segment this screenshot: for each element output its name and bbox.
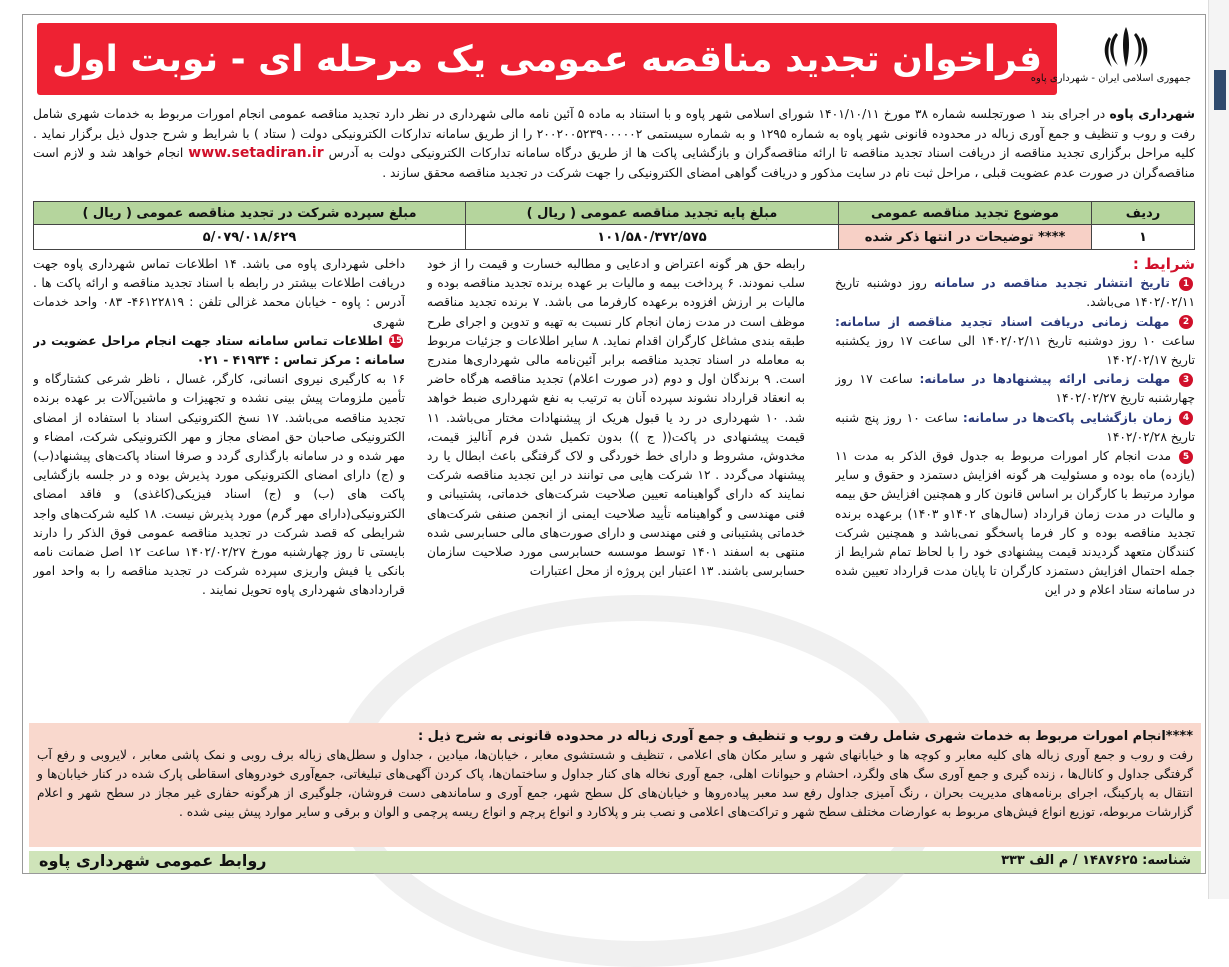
number-badge-icon: 2 (1179, 315, 1193, 329)
conditions-6-13-text: رابطه حق هر گونه اعتراض و ادعایی و مطالبه خسارت و قیمت را از خود سلب نمودند. ۶ پرداخت بیمه و مالیات بر عهده برنده تجدید مناقصه بوده و مالیات بر ارزش افزوده برعهده کارفرما می باشد. ۷ برنده تجدید مناقصه موظف است در مدت زمان انجام کار نسبت به تهیه و تدوین و اجرای طرح طبقه بندی مشاغل کارگران اقدام نماید. ۸ سایر اطلاعات و جزئیات مربوط به معامله در اسناد تجدید مناقصه برابر آئین‌نامه مالی شهرداری‌ها مندرج است. ۹ برندگان اول و دوم (در صورت اعلام) تجدید مناقصه هرگاه حاضر به انعقاد قرارداد نشوند سپرده آنان به ترتیب به نفع شهرداری ضبط خواهد شد. ۱۰ شهرداری در رد یا قبول هریک از پیشنهادات مختار می‌باشد. ۱۱ قیمت پیشنهادی در پاکت(( ج )) بدون تکمیل شدن فرم آنالیز قیمت، مخدوش، مشروط و دارای خط خوردگی و لاک گرفتگی باعث ابطال یا رد پیشنهاد می‌گردد . ۱۲ شرکت هایی می توانند در این تجدید مناقصه شرکت نمایند که دارای گواهینامه تعیین صلاحیت شرکت‌های خدماتی، پشتیبانی و فنی مهندسی و گواهینامه تأیید صلاحیت ایمنی از انجمن صنفی شرکت‌های خدماتی پشتیبانی و فنی مهندسی و دارای صورت‌های مالی حسابرسی شده منتهی به اسفند ۱۴۰۱ توسط موسسه حسابرسی مورد صلاحیت سازمان حسابرسی باشند. ۱۳ اعتبار این پروژه از محل اعتبارات (427, 257, 805, 579)
notice-header (31, 21, 1197, 101)
intro-text: در اجرای بند ۱ صورتجلسه شماره ۳۸ مورخ ۱۴۰۱/۱۰/۱۱ شورای اسلامی شهر پاوه و با استناد به ماده ۵ آئین نامه مالی شهرداری در نظر دارد تجدید مناقصه عمومی انجام امورات مربوط به خدمات شهری شامل رفت و روب و تنظیف و جمع آوری زباله در محدوده قانونی شهر پاوه به شماره ۱۲۹۵ و به شماره سیستمی ۲۰۰۲۰۰۵۲۳۹۰۰۰۰۰۲ را از طریق سامانه تدارکات الکترونیکی دولت ( ستاد ) با شرایط و شرح جدول ذیل برگزار نماید . کلیه مراحل برگزاری تجدید مناقصه از دریافت اسناد تجدید مناقصه تا ارائه مناقصه‌گران و بازگشایی پاکت ها از طریق درگاه سامانه تدارکات الکترونیکی دولت به آدرس (33, 107, 1196, 160)
conditions-column-1 (835, 255, 1195, 715)
table-row (34, 225, 1195, 250)
notice-id: شناسه: ۱۴۸۷۶۲۵ / م الف ۳۳۳ (1001, 853, 1191, 868)
condition-5 (835, 447, 1195, 601)
number-badge-icon: 5 (1179, 450, 1193, 464)
conditions-section (33, 255, 1195, 715)
conditions-title: شرایط : (1132, 255, 1195, 273)
cell-base-amount: ۱۰۱/۵۸۰/۳۷۲/۵۷۵ (466, 225, 839, 250)
cell-subject: **** توضیحات در انتها ذکر شده (839, 225, 1092, 250)
services-box (29, 723, 1201, 847)
conditions-column-2 (427, 255, 805, 715)
col-header-subject: موضوع تجدید مناقصه عمومی (839, 202, 1092, 225)
side-panel (1208, 0, 1229, 899)
services-heading: ****انجام امورات مربوط به خدمات شهری شامل رفت و روب و تنظیف و جمع آوری زباله در محدوده قانونی به شرح ذیل : (417, 729, 1193, 744)
condition-4-head: زمان بازگشایی پاکت‌ها در سامانه: (962, 410, 1173, 425)
conditions-16-18-text: ۱۶ به کارگیری نیروی انسانی، کارگر، غسال ، ناظر شرعی کشتارگاه و تأمین ملزومات پیش بینی نشده و تجهیزات و ماشین‌آلات بر عهده برنده تجدید مناقصه می‌باشد. ۱۷ نسخ الکترونیکی اسناد با استفاده از امضای الکترونیکی صاحبان حق امضای مجاز و مهر الکترونیکی شرکت، امضاء و مهر شده و در سامانه بارگذاری گردد و صرفا اسناد پاکت‌های پیشنهاد(ب) و (ج) دارای امضای الکترونیکی مورد پذیرش بوده و در جلسه بازگشایی پاکت های (ب) و (ج) اسناد فیزیکی(کاغذی) و فاقد امضای الکترونیکی(دارای مهر گرم) مورد پذیرش نیست. ۱۸ کلیه شرکت‌های واجد شرایطی که قصد شرکت در تجدید مناقصه عمومی فوق الذکر را دارند بایستی تا روز چهارشنبه مورخ ۱۴۰۲/۰۲/۲۷ ساعت ۱۲ اصل ضمانت نامه بانکی یا فیش واریزی سپرده شرکت در تجدید مناقصه را به واحد امور قراردادهای شهرداری پاوه تحویل نمایند . (33, 372, 405, 598)
number-badge-icon: 4 (1179, 411, 1193, 425)
condition-1-head: تاریخ انتشار تجدید مناقصه در سامانه (934, 276, 1170, 291)
condition-3-text: ساعت ۱۷ روز چهارشنبه تاریخ ۱۴۰۲/۰۲/۲۷ (835, 372, 1195, 406)
intro-lead: شهرداری پاوه (1109, 107, 1196, 121)
intro-tail: انجام خواهد شد و لازم است مناقصه‌گران در صورت عدم عضویت قبلی ، مراحل ثبت نام در سایت مذکور و دریافت گواهی امضای الکترونیکی را جهت شرکت در تجدید مناقصه محقق سازند . (33, 146, 1195, 180)
emblem (1030, 23, 1191, 97)
intro-paragraph (33, 105, 1195, 183)
condition-3 (835, 370, 1195, 408)
title-banner (37, 23, 1057, 95)
footer-bar (29, 851, 1201, 873)
condition-2-head: مهلت زمانی دریافت اسناد تجدید مناقصه از سامانه: (835, 314, 1170, 329)
condition-15-text: مرکز تماس : ۴۱۹۳۴ - ۰۲۱ (196, 353, 352, 368)
condition-5-text: مدت انجام کار امورات مربوط به جدول فوق الذکر به مدت ۱۱ (یازده) ماه بوده و مسئولیت هر گونه افزایش دستمزد و حقوق و سایر موارد مرتبط با کارگران بر اساس قانون کار و همچنین افزایش حق بیمه و مالیات در مدت زمان قرارداد (سال‌های ۱۴۰۲و ۱۴۰۳) برعهده برنده تجدید مناقصه بوده و کار فرما پاسخگو نمی‌باشد و همچنین شرکت کنندگان متعهد گردیدند قیمت پیشنهادی خود را با لحاظ تمام شرایط از جمله احتمال افزایش دستمزد کارگران تا پایان مدت قرارداد تعیین شده در سامانه ستاد اعلام و در این (835, 449, 1195, 598)
condition-2 (835, 313, 1195, 371)
services-text: رفت و روب و جمع آوری زباله های کلیه معابر و کوچه ها و خیابانهای شهر و سایر مکان های اعلامی ، تنظیف و شستشوی معابر ، خیابان‌ها، میادین ، جداول و سطل‌های زباله برف روبی و نمک پاشی معابر ، لایروبی و رفع آب گرفتگی جداول و کانال‌ها ، زنده گیری و جمع آوری سگ های ولگرد، احشام و حیوانات اهلی، جمع آوری نخاله های کنار جداول و ساختمان‌ها، پاک کردن آگهی‌های تبلیغاتی، جمع‌آوری خودروهای اسقاطی پارک شده در کنار خیابان‌ها و انتقال به پارکینگ، اجرای برنامه‌های مدیریت بحران ، رنگ آمیزی جداول رفع سد معبر پیاده‌روها و خیابان‌های کل سطح شهر، جمع آوری و ساماندهی دست فروشان، جلوگیری از هرگونه حفاری غیر مجاز در سطح شهر و اعلام گزارشات مربوطه، توزیع انواع فیش‌های مربوط به عوارضات مختلف سطح شهر و تراکت‌های اعلامی و نصب بنر و پلاکارد و انواع پرچم و انواع ریسه پرچمی و الوان و برقی و سایر موارد پیش بینی شده . (37, 748, 1193, 819)
condition-1 (835, 274, 1195, 312)
tender-table (33, 201, 1195, 250)
condition-4 (835, 409, 1195, 447)
condition-15 (33, 332, 405, 370)
conditions-column-3 (33, 255, 405, 715)
condition-2-text: ساعت ۱۰ روز دوشنبه تاریخ ۱۴۰۲/۰۲/۱۱ الی ساعت ۱۷ روز یکشنبه تاریخ ۱۴۰۲/۰۲/۱۷ (835, 333, 1195, 368)
cell-row-number: ۱ (1092, 225, 1195, 250)
condition-15-head: اطلاعات تماس سامانه ستاد جهت انجام مراحل عضویت در سامانه : (33, 333, 405, 368)
number-badge-icon: 1 (1179, 277, 1193, 291)
condition-1-text: روز دوشنبه تاریخ ۱۴۰۲/۰۲/۱۱ می‌باشد. (835, 276, 1195, 310)
condition-4-text: ساعت ۱۰ روز پنج شنبه تاریخ ۱۴۰۲/۰۲/۲۸ (835, 410, 1195, 444)
tender-notice (22, 14, 1206, 874)
conditions-14-text: داخلی شهرداری پاوه می باشد. ۱۴ اطلاعات تماس شهرداری پاوه جهت دریافت اطلاعات بیشتر در رابطه با اسناد تجدید مناقصه و ارائه پاکت ها . آدرس : پاوه - خیابان محمد غزالی تلفن : ۴۶۱۲۲۸۱۹- ۰۸۳ واحد خدمات شهری (33, 257, 405, 329)
notice-title: فراخوان تجدید مناقصه عمومی یک مرحله ای - نوبت اول (51, 38, 1043, 80)
number-badge-icon: 3 (1179, 373, 1193, 387)
cell-deposit-amount: ۵/۰۷۹/۰۱۸/۶۲۹ (34, 225, 466, 250)
condition-3-head: مهلت زمانی ارائه پیشنهادها در سامانه: (919, 372, 1171, 387)
col-header-deposit-amount: مبلغ سپرده شرکت در تجدید مناقصه عمومی ( ریال ) (34, 202, 466, 225)
emblem-caption: جمهوری اسلامی ایران - شهرداری پاوه (1030, 73, 1191, 84)
publisher: روابط عمومی شهرداری پاوه (39, 851, 267, 870)
setad-url-link[interactable]: www.setadiran.ir (188, 145, 324, 161)
number-badge-icon: 15 (389, 336, 403, 347)
side-panel-tab[interactable] (1214, 70, 1226, 110)
iran-emblem-icon (1100, 23, 1152, 71)
col-header-row-number: ردیف (1092, 202, 1195, 225)
table-header-row (34, 202, 1195, 225)
col-header-base-amount: مبلغ پایه تجدید مناقصه عمومی ( ریال ) (466, 202, 839, 225)
